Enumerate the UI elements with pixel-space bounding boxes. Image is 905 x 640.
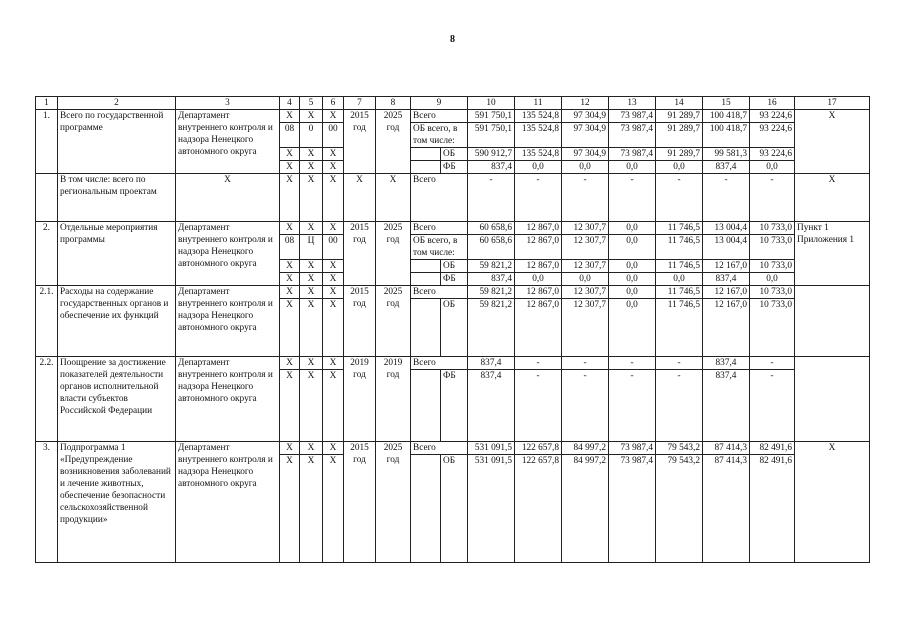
code-cell: Х [300,174,323,222]
value-cell: 60 658,6 [468,222,515,235]
code-cell: Х [323,357,344,370]
value-cell: 0,0 [609,222,656,235]
value-cell: - [468,174,515,222]
value-cell: 0,0 [656,161,703,174]
code-cell: Х [280,370,300,442]
row-name: Подпрограмма 1 «Предупреждение возникновения заболеваний и лечение животных, обеспечение безопасности сельскохозяйственной продукции» [58,442,176,563]
table-row [36,442,870,455]
value-cell: 12 867,0 [515,260,562,273]
value-cell: 0,0 [750,273,795,286]
code-cell: Х [300,442,323,455]
table-row [36,174,870,222]
row-number: 2. [36,222,58,286]
row-department: Департамент внутреннего контроля и надзора Ненецкого автономного округа [176,222,280,286]
value-cell: 93 224,6 [750,148,795,161]
value-cell: 100 418,7 [703,110,750,123]
end-year: 2025 год [376,110,411,174]
value-cell: 837,4 [703,161,750,174]
code-cell: Х [280,455,300,563]
value-cell: 591 750,1 [468,110,515,123]
value-cell: 10 733,0 [750,235,795,260]
value-cell: - [515,357,562,370]
blank-cell [411,260,441,273]
code-cell: 08 [280,235,300,260]
value-cell: - [750,370,795,442]
code-cell: 00 [323,123,344,148]
row-department: Х [176,174,280,222]
value-cell: 10 733,0 [750,299,795,357]
value-cell: 837,4 [703,357,750,370]
row-number: 2.1. [36,286,58,357]
code-cell: Х [300,357,323,370]
row-name: Отдельные мероприятия программы [58,222,176,286]
value-cell: 591 750,1 [468,123,515,148]
value-cell: - [609,357,656,370]
source-label: Всего [411,286,468,299]
value-cell: 82 491,6 [750,455,795,563]
value-cell: - [703,174,750,222]
value-cell: 0,0 [609,260,656,273]
row-name: В том числе: всего по региональным проектам [58,174,176,222]
blank-cell [411,455,441,563]
header-cell: 11 [515,97,562,110]
row-name: Расходы на содержание государственных органов и обеспечение их функций [58,286,176,357]
start-year: 2015 год [344,286,376,357]
code-cell: Х [300,110,323,123]
value-cell: - [515,370,562,442]
value-cell: 73 987,4 [609,455,656,563]
code-cell: Х [300,299,323,357]
value-cell: 91 289,7 [656,148,703,161]
value-cell: 59 821,2 [468,299,515,357]
value-cell: 0,0 [656,273,703,286]
end-year: 2025 год [376,222,411,286]
value-cell: 837,4 [703,370,750,442]
value-cell: 84 997,2 [562,442,609,455]
value-cell: 531 091,5 [468,455,515,563]
header-cell: 7 [344,97,376,110]
value-cell: 100 418,7 [703,123,750,148]
code-cell: Х [323,110,344,123]
row-department: Департамент внутреннего контроля и надзора Ненецкого автономного округа [176,110,280,174]
value-cell: 93 224,6 [750,123,795,148]
value-cell: 135 524,8 [515,123,562,148]
value-cell: 13 004,4 [703,235,750,260]
value-cell: 12 307,7 [562,235,609,260]
value-cell: - [562,370,609,442]
value-cell: 837,4 [468,273,515,286]
value-cell: 12 307,7 [562,222,609,235]
value-cell: 531 091,5 [468,442,515,455]
value-cell: 82 491,6 [750,442,795,455]
value-cell: 0,0 [750,161,795,174]
value-cell: 0,0 [609,235,656,260]
header-cell: 3 [176,97,280,110]
code-cell: Х [300,222,323,235]
code-cell: Х [323,370,344,442]
source-label: Всего [411,222,468,235]
code-cell: Х [280,260,300,273]
source-label: ФБ [441,273,468,286]
header-cell: 13 [609,97,656,110]
table-row [36,222,870,235]
value-cell: 12 307,7 [562,260,609,273]
value-cell: 837,4 [468,370,515,442]
code-cell: 00 [323,235,344,260]
code-cell: Х [280,442,300,455]
code-cell: Х [323,286,344,299]
value-cell: 97 304,9 [562,148,609,161]
header-cell: 15 [703,97,750,110]
code-cell: Х [323,148,344,161]
code-cell: 0 [300,123,323,148]
code-cell: Х [280,174,300,222]
table-row [36,110,870,123]
value-cell: 12 167,0 [703,299,750,357]
row-name: Всего по государственной программе [58,110,176,174]
source-label: Всего [411,174,468,222]
code-cell: Х [300,161,323,174]
value-cell: - [609,174,656,222]
value-cell: - [562,357,609,370]
header-cell: 16 [750,97,795,110]
value-cell: 79 543,2 [656,442,703,455]
value-cell: 12 867,0 [515,299,562,357]
header-cell: 12 [562,97,609,110]
row-department: Департамент внутреннего контроля и надзора Ненецкого автономного округа [176,286,280,357]
code-cell: Х [300,370,323,442]
value-cell: 97 304,9 [562,123,609,148]
code-cell: Х [280,273,300,286]
row-department: Департамент внутреннего контроля и надзора Ненецкого автономного округа [176,442,280,563]
value-cell: 87 414,3 [703,455,750,563]
code-cell: Х [300,286,323,299]
source-label: ОБ [441,299,468,357]
code-cell: Х [323,260,344,273]
end-year: Х [376,174,411,222]
row-number [36,174,58,222]
row-department: Департамент внутреннего контроля и надзора Ненецкого автономного округа [176,357,280,442]
table-row [36,357,870,370]
source-label: ОБ всего, в том числе: [411,235,468,260]
code-cell: Х [323,161,344,174]
value-cell: 12 867,0 [515,286,562,299]
table-row [36,286,870,299]
value-cell: 11 746,5 [656,260,703,273]
value-cell: 10 733,0 [750,222,795,235]
code-cell: Х [300,273,323,286]
blank-cell [411,299,441,357]
row-number: 2.2. [36,357,58,442]
header-cell: 4 [280,97,300,110]
value-cell: 97 304,9 [562,110,609,123]
note-cell: Х [795,110,870,174]
value-cell: 11 746,5 [656,235,703,260]
source-label: Всего [411,442,468,455]
note-cell [795,286,870,357]
value-cell: - [656,174,703,222]
value-cell: 12 307,7 [562,286,609,299]
value-cell: 99 581,3 [703,148,750,161]
header-row [36,97,870,110]
code-cell: Х [323,174,344,222]
start-year: 2015 год [344,442,376,563]
value-cell: 73 987,4 [609,442,656,455]
note-cell: Х [795,442,870,563]
code-cell: Х [280,299,300,357]
value-cell: 0,0 [562,273,609,286]
value-cell: 10 733,0 [750,260,795,273]
value-cell: 837,4 [468,161,515,174]
start-year: 2015 год [344,110,376,174]
value-cell: - [562,174,609,222]
code-cell: 08 [280,123,300,148]
header-cell: 6 [323,97,344,110]
code-cell: Ц [300,235,323,260]
code-cell: Х [280,357,300,370]
header-cell: 8 [376,97,411,110]
value-cell: 12 867,0 [515,235,562,260]
value-cell: - [515,174,562,222]
value-cell: 0,0 [515,161,562,174]
blank-cell [411,148,441,161]
header-cell: 1 [36,97,58,110]
value-cell: - [750,174,795,222]
value-cell: 93 224,6 [750,110,795,123]
value-cell: 91 289,7 [656,123,703,148]
value-cell: 12 167,0 [703,286,750,299]
source-label: Всего [411,110,468,123]
value-cell: 135 524,8 [515,148,562,161]
value-cell: - [656,357,703,370]
value-cell: 73 987,4 [609,110,656,123]
start-year: 2019 год [344,357,376,442]
note-cell: Х [795,174,870,222]
row-name: Поощрение за достижение показателей деятельности органов исполнительной власти субъектов Российской Федерации [58,357,176,442]
note-cell: Пункт 1 Приложения 1 [795,222,870,286]
note-cell [795,357,870,442]
code-cell: Х [300,455,323,563]
value-cell: - [656,370,703,442]
end-year: 2025 год [376,286,411,357]
value-cell: 13 004,4 [703,222,750,235]
code-cell: Х [280,161,300,174]
value-cell: 11 746,5 [656,286,703,299]
value-cell: 122 657,8 [515,442,562,455]
code-cell: Х [280,222,300,235]
code-cell: Х [323,299,344,357]
value-cell: 11 746,5 [656,222,703,235]
code-cell: Х [280,110,300,123]
source-label: ОБ [441,455,468,563]
value-cell: 79 543,2 [656,455,703,563]
source-label: ОБ [441,148,468,161]
end-year: 2025 год [376,442,411,563]
code-cell: Х [323,273,344,286]
value-cell: 12 167,0 [703,260,750,273]
source-label: Всего [411,357,468,370]
code-cell: Х [280,286,300,299]
page-number: 8 [450,34,455,45]
value-cell: - [750,357,795,370]
value-cell: 73 987,4 [609,123,656,148]
end-year: 2019 год [376,357,411,442]
value-cell: 0,0 [609,273,656,286]
code-cell: Х [323,442,344,455]
value-cell: 0,0 [609,161,656,174]
value-cell: 837,4 [468,357,515,370]
source-label: ОБ [441,260,468,273]
value-cell: 837,4 [703,273,750,286]
row-number: 3. [36,442,58,563]
code-cell: Х [300,148,323,161]
budget-table [35,96,870,563]
value-cell: - [609,370,656,442]
value-cell: 91 289,7 [656,110,703,123]
value-cell: 12 867,0 [515,222,562,235]
value-cell: 73 987,4 [609,148,656,161]
source-label: ФБ [441,370,468,442]
header-cell: 14 [656,97,703,110]
value-cell: 0,0 [609,286,656,299]
value-cell: 0,0 [515,273,562,286]
header-cell: 10 [468,97,515,110]
value-cell: 11 746,5 [656,299,703,357]
source-label: ФБ [441,161,468,174]
value-cell: 59 821,2 [468,260,515,273]
blank-cell [411,161,441,174]
blank-cell [411,370,441,442]
code-cell: Х [323,222,344,235]
header-cell: 5 [300,97,323,110]
start-year: 2015 год [344,222,376,286]
value-cell: 10 733,0 [750,286,795,299]
value-cell: 84 997,2 [562,455,609,563]
value-cell: 0,0 [609,299,656,357]
value-cell: 59 821,2 [468,286,515,299]
code-cell: Х [280,148,300,161]
value-cell: 0,0 [562,161,609,174]
value-cell: 135 524,8 [515,110,562,123]
blank-cell [411,273,441,286]
source-label: ОБ всего, в том числе: [411,123,468,148]
header-cell: 17 [795,97,870,110]
value-cell: 122 657,8 [515,455,562,563]
header-cell: 2 [58,97,176,110]
value-cell: 12 307,7 [562,299,609,357]
row-number: 1. [36,110,58,174]
value-cell: 590 912,7 [468,148,515,161]
header-cell: 9 [411,97,468,110]
value-cell: 60 658,6 [468,235,515,260]
code-cell: Х [323,455,344,563]
code-cell: Х [300,260,323,273]
start-year: Х [344,174,376,222]
value-cell: 87 414,3 [703,442,750,455]
